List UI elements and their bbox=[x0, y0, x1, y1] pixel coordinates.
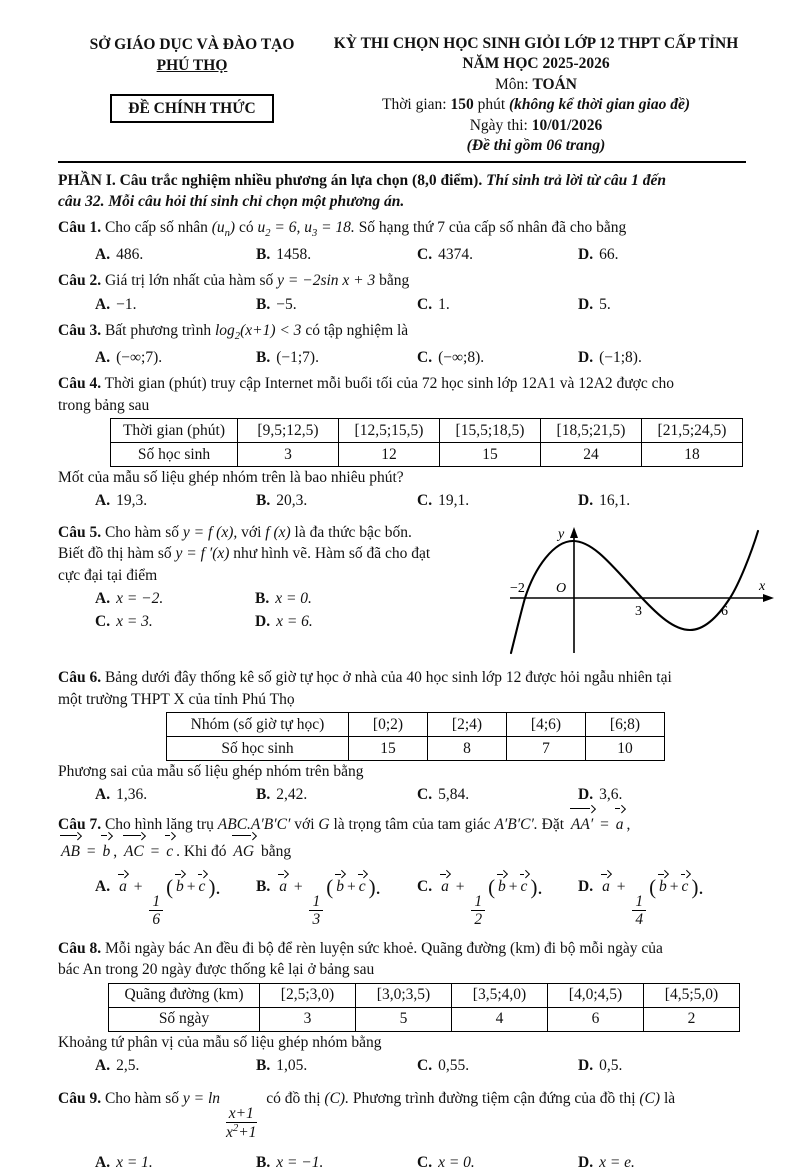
time-unit: phút bbox=[473, 96, 510, 114]
q4-stem: Câu 4. Thời gian (phút) truy cập Internet mỗi buổi tối của 72 học sinh lớp 12A1 và 12A2 được cho trong bảng sau bbox=[58, 375, 675, 414]
org-province: PHÚ THỌ bbox=[156, 57, 228, 75]
option-value: 1,05. bbox=[276, 1056, 308, 1074]
exam-date bbox=[326, 116, 746, 136]
q1-text: Cho cấp số nhân bbox=[101, 219, 212, 237]
q4-table bbox=[110, 418, 743, 467]
q1-stem: Câu 1. Cho cấp số nhân $(u_n)$ có $u_2 = 6$, $u_3 = 18$. Số hạng thứ 7 của cấp số nhân đã cho bằng bbox=[58, 219, 627, 240]
option-value: x = 3. bbox=[116, 613, 153, 631]
time-value: 150 bbox=[450, 96, 474, 114]
vector-AA: AA′ bbox=[570, 811, 594, 838]
question-6 bbox=[58, 667, 746, 806]
q1-options bbox=[58, 244, 746, 265]
option-a: A. 2,5. bbox=[95, 1056, 140, 1074]
part1-note-1: Thí sinh trả lời từ câu 1 đến bbox=[486, 171, 667, 189]
pages-note: (Đề thi gồm 06 trang) bbox=[466, 137, 606, 155]
q3-label: Câu 3. bbox=[58, 322, 102, 340]
q5-stem: Câu 5. Cho hàm số y = f (x), với f (x) là đa thức bậc bốn. bbox=[58, 523, 412, 541]
header-divider bbox=[58, 161, 746, 163]
q8-stem: Câu 8. Mỗi ngày bác An đều đi bộ để rèn luyện sức khoẻ. Quãng đường (km) đi bộ mỗi ngày của bác An trong 20 ngày được thống kê lại ở bảng sau bbox=[58, 939, 663, 979]
date-label: Ngày thi: bbox=[469, 116, 532, 134]
header-left bbox=[58, 34, 326, 157]
option-value: 5,84. bbox=[438, 786, 470, 804]
option-b: B. x = −1. bbox=[256, 1153, 324, 1171]
header-right bbox=[326, 34, 746, 157]
option-value: −1. bbox=[116, 295, 137, 313]
option-value: 66. bbox=[599, 246, 619, 264]
origin-label: O bbox=[556, 580, 567, 596]
q8-options bbox=[58, 1055, 746, 1076]
q6-question: Phương sai của mẫu số liệu ghép nhóm trên bằng bbox=[58, 762, 364, 780]
table-row: Nhóm (số giờ tự học) [0;2) [2;4) [4;6) [6;8) bbox=[167, 712, 665, 736]
vector-AB: AB bbox=[60, 838, 81, 865]
option-c: C. x = 0. bbox=[417, 1153, 475, 1171]
q7-stem: Câu 7. Cho hình lăng trụ ABC.A′B′C′ với G là trọng tâm của tam giác A′B′C′. Đặt AA′ = a , AB = b , AC = c . Khi đó AG bằng bbox=[58, 811, 746, 865]
tick-3: 3 bbox=[635, 603, 642, 619]
option-b: B. 1,05. bbox=[256, 1056, 308, 1074]
q8-label: Câu 8. bbox=[58, 939, 102, 957]
option-value: −5. bbox=[276, 295, 297, 313]
part1-title: PHẦN I. Câu trắc nghiệm nhiều phương án lựa chọn (8,0 điểm). bbox=[58, 171, 487, 189]
time-label: Thời gian: bbox=[381, 96, 451, 114]
q9-label: Câu 9. bbox=[58, 1090, 102, 1108]
q7-options bbox=[58, 873, 746, 929]
q5-stem-line2: Biết đồ thị hàm số y = f ′(x) như hình vẽ. Hàm số đã cho đạt bbox=[58, 545, 431, 563]
option-value: 1458. bbox=[276, 246, 312, 264]
option-d: D. 16,1. bbox=[578, 492, 631, 510]
option-value: x = 6. bbox=[276, 613, 313, 631]
option-value: 16,1. bbox=[599, 492, 631, 510]
option-a: A. (−∞;7). bbox=[95, 348, 163, 366]
q1-label: Câu 1. bbox=[58, 219, 102, 237]
question-8 bbox=[58, 938, 746, 1077]
option-value: x = 0. bbox=[275, 589, 312, 607]
option-c: C. (−∞;8). bbox=[417, 348, 485, 366]
official-exam-box: ĐỀ CHÍNH THỨC bbox=[110, 94, 273, 123]
option-value: 19,3. bbox=[116, 492, 148, 510]
vector-a: a bbox=[615, 811, 625, 838]
q5-stem-line3: cực đại tại điểm bbox=[58, 566, 158, 584]
question-7 bbox=[58, 811, 746, 929]
part1-intro bbox=[58, 170, 746, 213]
derivative-graph bbox=[506, 522, 784, 656]
option-d: D. (−1;8). bbox=[578, 348, 642, 366]
question-5 bbox=[58, 522, 766, 662]
q8-question: Khoảng tứ phân vị của mẫu số liệu ghép nhóm bằng bbox=[58, 1033, 382, 1051]
option-value: 2,42. bbox=[276, 786, 308, 804]
option-d: D. x = e. bbox=[578, 1153, 635, 1171]
option-c: C. 4374. bbox=[417, 246, 473, 264]
table-row: Thời gian (phút) [9,5;12,5) [12,5;15,5) [15,5;18,5) [18,5;21,5) [21,5;24,5) bbox=[111, 419, 743, 443]
option-value: 486. bbox=[116, 246, 144, 264]
y-axis-label: y bbox=[558, 526, 565, 542]
option-c: C. 5,84. bbox=[417, 786, 470, 804]
option-value: 4374. bbox=[438, 246, 473, 264]
option-a: A. x = −2. bbox=[95, 589, 164, 607]
option-value: 1. bbox=[438, 295, 450, 313]
option-value: 0,5. bbox=[599, 1056, 623, 1074]
option-value: (−∞;8). bbox=[438, 348, 485, 366]
option-b: B. x = 0. bbox=[255, 589, 312, 607]
time-note: (không kể thời gian giao đề) bbox=[509, 96, 690, 114]
question-9 bbox=[58, 1088, 746, 1173]
option-b: B. a + $\frac{1}{3}$ ( b + c ). bbox=[256, 874, 381, 929]
option-value: (−1;8). bbox=[599, 348, 642, 366]
option-d: D. 0,5. bbox=[578, 1056, 623, 1074]
exam-subject bbox=[326, 75, 746, 95]
question-4 bbox=[58, 373, 746, 512]
q6-stem: Câu 6. Bảng dưới đây thống kê số giờ tự học ở nhà của 40 học sinh lớp 12 được hỏi ngẫu nhiên tại một trường THPT X của tỉnh Phú Thọ bbox=[58, 669, 672, 708]
q5-options-row1 bbox=[58, 588, 506, 609]
option-value: 2,5. bbox=[116, 1056, 140, 1074]
vector-c: c bbox=[165, 838, 174, 865]
question-1 bbox=[58, 217, 746, 265]
q6-table bbox=[166, 712, 665, 761]
option-a: A. x = 1. bbox=[95, 1153, 153, 1171]
option-b: B. −5. bbox=[256, 295, 297, 313]
option-value: x = e. bbox=[599, 1153, 635, 1171]
option-c: C. 0,55. bbox=[417, 1056, 470, 1074]
exam-title: KỲ THI CHỌN HỌC SINH GIỎI LỚP 12 THPT CẤP TỈNH bbox=[333, 35, 739, 52]
option-value: x = 1. bbox=[116, 1153, 153, 1171]
option-d: D. 66. bbox=[578, 246, 619, 264]
option-c: C. a + $\frac{1}{2}$ ( b + c ). bbox=[417, 874, 543, 929]
option-d: D. x = 6. bbox=[255, 613, 313, 631]
q5-graph-block bbox=[506, 522, 784, 662]
part1-note-2: câu 32. Mỗi câu hỏi thí sinh chỉ chọn một phương án. bbox=[58, 193, 405, 211]
option-a: A. −1. bbox=[95, 295, 137, 313]
header bbox=[58, 34, 746, 157]
option-a: A. a + $\frac{1}{6}$ ( b + c ). bbox=[95, 874, 221, 929]
option-d: D. a + $\frac{1}{4}$ ( b + c ). bbox=[578, 874, 704, 929]
option-value: x = −1. bbox=[276, 1153, 324, 1171]
option-c: C. 19,1. bbox=[417, 492, 470, 510]
exam-year: NĂM HỌC 2025-2026 bbox=[462, 55, 610, 73]
option-value: 1,36. bbox=[116, 786, 148, 804]
q5-options-row2 bbox=[58, 611, 506, 632]
tick-minus2: −2 bbox=[510, 580, 525, 596]
q3-stem: Câu 3. Bất phương trình $\log_2(x+1) < 3$ có tập nghiệm là bbox=[58, 322, 409, 343]
q2-options bbox=[58, 294, 746, 315]
option-value: x = 0. bbox=[438, 1153, 475, 1171]
q5-label: Câu 5. bbox=[58, 523, 102, 541]
tick-6: 6 bbox=[721, 603, 728, 619]
q3-options bbox=[58, 347, 746, 368]
q9-options bbox=[58, 1152, 746, 1173]
question-2 bbox=[58, 270, 746, 315]
option-value: 0,55. bbox=[438, 1056, 470, 1074]
exam-duration bbox=[326, 95, 746, 115]
q7-label: Câu 7. bbox=[58, 815, 102, 833]
date-value: 10/01/2026 bbox=[531, 116, 603, 134]
vector-b: b bbox=[101, 838, 111, 865]
subject-label: Môn: bbox=[495, 75, 533, 93]
q5-text-block bbox=[58, 522, 506, 662]
q6-label: Câu 6. bbox=[58, 669, 102, 687]
option-b: B. 20,3. bbox=[256, 492, 308, 510]
option-value: 19,1. bbox=[438, 492, 470, 510]
table-row: Quãng đường (km) [2,5;3,0) [3,0;3,5) [3,5;4,0) [4,0;4,5) [4,5;5,0) bbox=[109, 983, 740, 1007]
question-3 bbox=[58, 320, 746, 368]
q4-label: Câu 4. bbox=[58, 375, 102, 393]
table-row: Số học sinh 15 8 7 10 bbox=[167, 736, 665, 760]
vector-AC: AC bbox=[123, 838, 145, 865]
q8-table bbox=[108, 983, 740, 1032]
option-value: (−1;7). bbox=[276, 348, 319, 366]
table-row: Số ngày 3 5 4 6 2 bbox=[109, 1007, 740, 1031]
q4-options bbox=[58, 490, 746, 511]
subject-value: TOÁN bbox=[532, 75, 577, 93]
option-value: 20,3. bbox=[276, 492, 308, 510]
option-a: A. 19,3. bbox=[95, 492, 148, 510]
option-d: D. 5. bbox=[578, 295, 611, 313]
option-value: 3,6. bbox=[599, 786, 623, 804]
option-value: 5. bbox=[599, 295, 611, 313]
q4-question: Mốt của mẫu số liệu ghép nhóm trên là bao nhiêu phút? bbox=[58, 469, 404, 486]
vector-AG: AG bbox=[232, 838, 255, 865]
option-a: A. 486. bbox=[95, 246, 144, 264]
option-c: C. x = 3. bbox=[95, 613, 153, 631]
table-row: Số học sinh 3 12 15 24 18 bbox=[111, 443, 743, 467]
option-value: (−∞;7). bbox=[116, 348, 163, 366]
option-c: C. 1. bbox=[417, 295, 450, 313]
org-name: SỞ GIÁO DỤC VÀ ĐÀO TẠO bbox=[89, 36, 295, 53]
q2-stem: Câu 2. Giá trị lớn nhất của hàm số y = −2sin x + 3 bằng bbox=[58, 272, 410, 290]
option-b: B. 2,42. bbox=[256, 786, 308, 804]
option-d: D. 3,6. bbox=[578, 786, 623, 804]
option-value: x = −2. bbox=[116, 589, 164, 607]
x-axis-label: x bbox=[759, 578, 766, 594]
q2-label: Câu 2. bbox=[58, 272, 102, 290]
option-a: A. 1,36. bbox=[95, 786, 148, 804]
option-b: B. 1458. bbox=[256, 246, 312, 264]
option-b: B. (−1;7). bbox=[256, 348, 319, 366]
q6-options bbox=[58, 784, 746, 805]
q9-stem: Câu 9. Cho hàm số y = ln $\frac{x+1}{x^2+1}$ có đồ thị (C). Phương trình đường tiệm cận đứng của đồ thị (C) là bbox=[58, 1090, 676, 1142]
